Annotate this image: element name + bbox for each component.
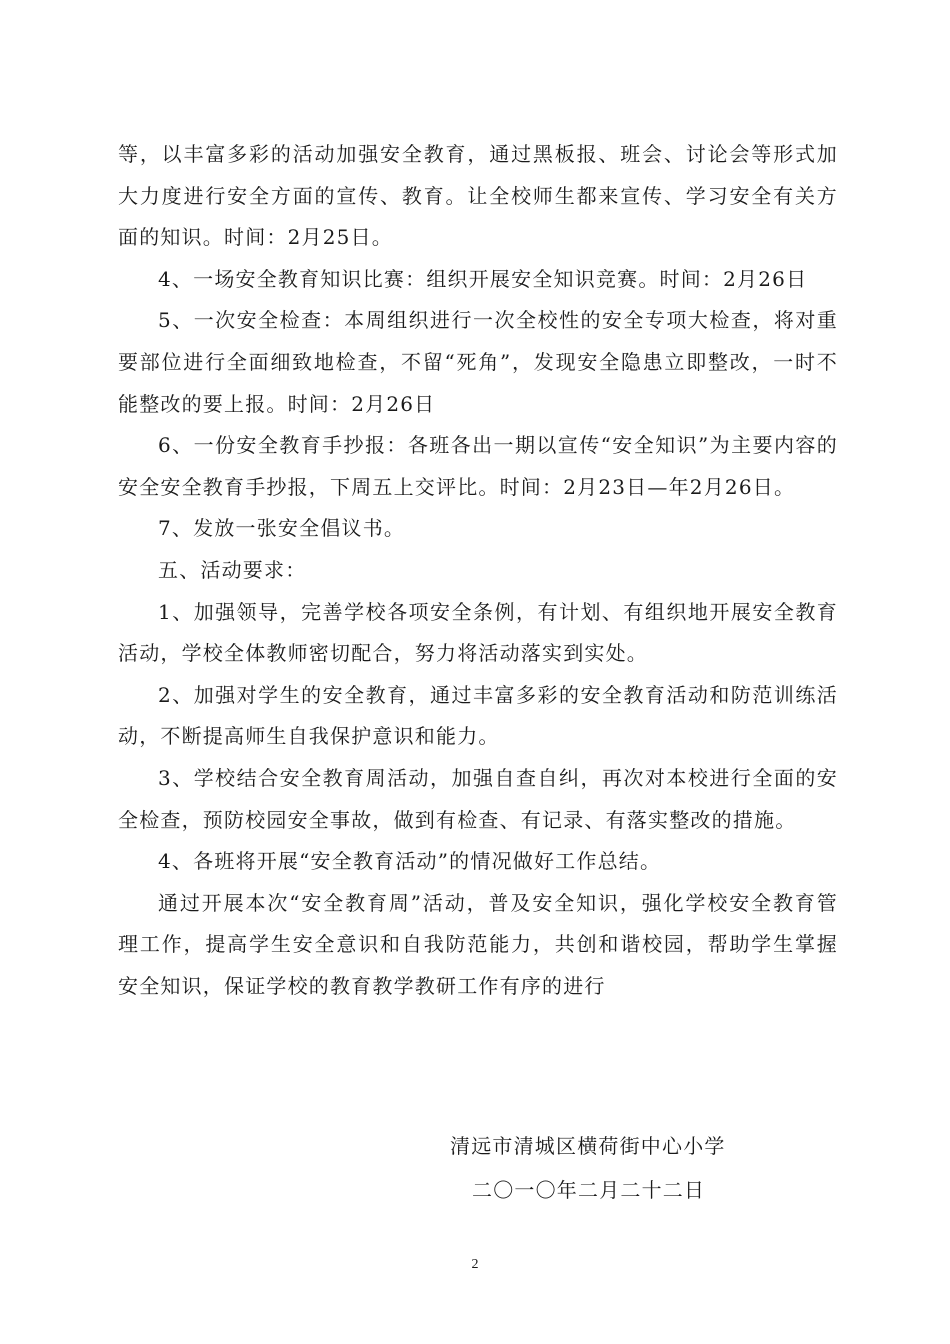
document-body [118, 134, 838, 1007]
paragraph-3: 5、一次安全检查：本周组织进行一次全校性的安全专项大检查，将对重要部位进行全面细致地检查，不留“死角”，发现安全隐患立即整改，一时不能整改的要上报。时间：2月26日 [118, 308, 838, 416]
page-number: 2 [471, 1257, 479, 1272]
signature-organization: 清远市清城区横荷街中心小学 [450, 1134, 726, 1158]
section-heading: 五、活动要求： [158, 557, 307, 582]
closing-paragraph: 通过开展本次“安全教育周”活动，普及安全知识，强化学校安全教育管理工作，提高学生安全意识和自我防范能力，共创和谐校园，帮助学生掌握安全知识，保证学校的教育教学教研工作有序的进行 [118, 890, 838, 998]
signature-date: 二〇一〇年二月二十二日 [472, 1178, 706, 1202]
requirement-2: 2、加强对学生的安全教育，通过丰富多彩的安全教育活动和防范训练活动，不断提高师生自我保护意识和能力。 [118, 682, 838, 749]
paragraph-5: 7、发放一张安全倡议书。 [158, 516, 406, 541]
paragraph-1: 等，以丰富多彩的活动加强安全教育，通过黑板报、班会、讨论会等形式加大力度进行安全方面的宣传、教育。让全校师生都来宣传、学习安全有关方面的知识。时间：2月25日。 [118, 142, 838, 250]
paragraph-4: 6、一份安全教育手抄报：各班各出一期以宣传“安全知识”为主要内容的安全安全教育手抄报，下周五上交评比。时间：2月23日—年2月26日。 [118, 433, 838, 499]
paragraph-2: 4、一场安全教育知识比赛：组织开展安全知识竞赛。时间：2月26日 [158, 266, 808, 291]
requirement-4: 4、各班将开展“安全教育活动”的情况做好工作总结。 [158, 849, 662, 874]
signature-block [450, 1124, 726, 1212]
requirement-3: 3、学校结合安全教育周活动，加强自查自纠，再次对本校进行全面的安全检查，预防校园安全事故，做到有检查、有记录、有落实整改的措施。 [118, 765, 838, 832]
requirement-1: 1、加强领导，完善学校各项安全条例，有计划、有组织地开展安全教育活动，学校全体教师密切配合，努力将活动落实到实处。 [118, 599, 838, 666]
